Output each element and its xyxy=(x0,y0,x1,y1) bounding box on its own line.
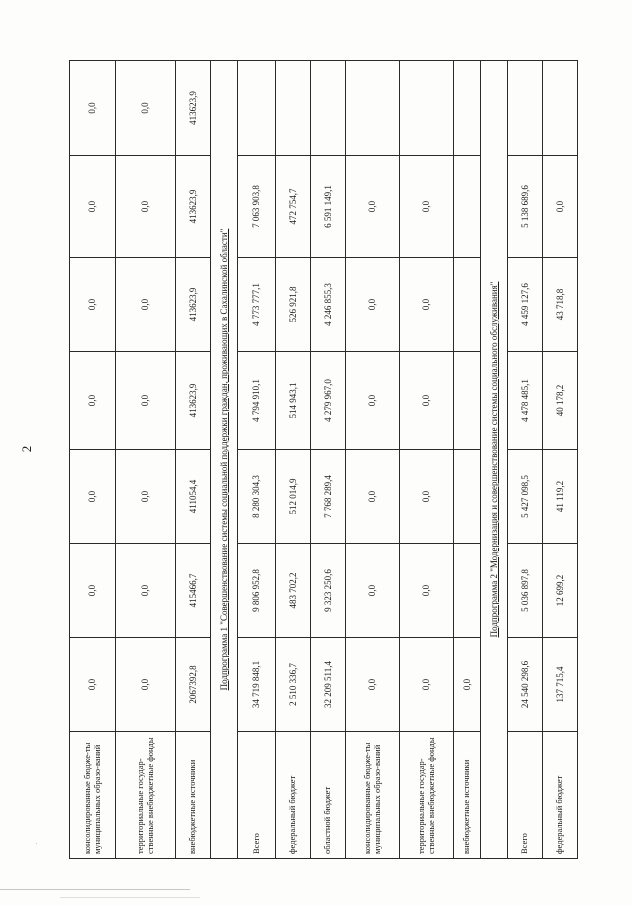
value-cell: 4 478 485,1 xyxy=(508,352,543,450)
value-cell xyxy=(276,61,311,156)
table-row xyxy=(454,61,481,859)
value-cell: 7 768 289,4 xyxy=(311,450,346,544)
value-cell xyxy=(400,61,454,156)
value-cell xyxy=(238,61,276,156)
value-cell: 5 138 689,6 xyxy=(508,156,543,258)
page-number: 2 xyxy=(19,445,34,453)
table-row xyxy=(346,61,400,859)
value-cell: 512 014,9 xyxy=(276,450,311,544)
funding-source-label: территориальные государ-ственные внебюджетные фонды xyxy=(116,732,176,859)
value-cell: 137 715,4 xyxy=(543,638,578,732)
value-cell: 0,0 xyxy=(346,258,400,352)
value-cell xyxy=(454,258,481,352)
value-cell: 32 209 511,4 xyxy=(311,638,346,732)
value-cell: 0,0 xyxy=(400,450,454,544)
value-cell xyxy=(454,352,481,450)
subprogram-heading-row xyxy=(211,61,238,859)
value-cell: 514 943,1 xyxy=(276,352,311,450)
value-cell: 526 921,8 xyxy=(276,258,311,352)
value-cell: 0,0 xyxy=(116,258,176,352)
scan-artifact xyxy=(0,889,190,890)
value-cell: 0,0 xyxy=(346,352,400,450)
table-row xyxy=(276,61,311,859)
value-cell: 413623,9 xyxy=(176,258,211,352)
value-cell: 2067392,8 xyxy=(176,638,211,732)
funding-source-label: консолидированные бюдже-ты муниципальных образо-ваний xyxy=(70,732,116,859)
funding-source-label: внебюджетные источники xyxy=(454,732,481,859)
value-cell xyxy=(346,61,400,156)
value-cell: 0,0 xyxy=(70,352,116,450)
funding-source-label: консолидированные бюдже-ты муниципальных образо-ваний xyxy=(346,732,400,859)
budget-table xyxy=(69,60,578,859)
funding-source-label: Всего xyxy=(238,732,276,859)
funding-source-label: внебюджетные источники xyxy=(176,732,211,859)
value-cell: 0,0 xyxy=(400,638,454,732)
value-cell: 483 702,2 xyxy=(276,544,311,638)
value-cell: 413623,9 xyxy=(176,61,211,156)
value-cell: 0,0 xyxy=(116,156,176,258)
value-cell: 0,0 xyxy=(70,638,116,732)
value-cell: 24 540 298,6 xyxy=(508,638,543,732)
value-cell: 413623,9 xyxy=(176,156,211,258)
value-cell: 0,0 xyxy=(346,638,400,732)
table-row xyxy=(176,61,211,859)
value-cell: 0,0 xyxy=(116,638,176,732)
subprogram-heading-row xyxy=(481,61,508,859)
value-cell: 0,0 xyxy=(543,156,578,258)
value-cell: 12 699,2 xyxy=(543,544,578,638)
value-cell xyxy=(454,544,481,638)
value-cell: 4 279 967,0 xyxy=(311,352,346,450)
value-cell: 4 459 127,6 xyxy=(508,258,543,352)
value-cell: 0,0 xyxy=(116,544,176,638)
table-row xyxy=(543,61,578,859)
value-cell: 0,0 xyxy=(454,638,481,732)
value-cell: 0,0 xyxy=(346,156,400,258)
value-cell: 0,0 xyxy=(116,61,176,156)
value-cell: 411054,4 xyxy=(176,450,211,544)
value-cell: 0,0 xyxy=(70,61,116,156)
table-row xyxy=(116,61,176,859)
funding-source-label: Всего xyxy=(508,732,543,859)
value-cell xyxy=(311,61,346,156)
value-cell: 0,0 xyxy=(400,352,454,450)
value-cell: 0,0 xyxy=(70,544,116,638)
value-cell: 2 510 336,7 xyxy=(276,638,311,732)
value-cell: 5 427 098,5 xyxy=(508,450,543,544)
value-cell: 0,0 xyxy=(400,258,454,352)
value-cell xyxy=(454,450,481,544)
value-cell: 0,0 xyxy=(70,450,116,544)
table-row xyxy=(70,61,116,859)
scan-artifact xyxy=(36,843,37,844)
value-cell: 6 591 149,1 xyxy=(311,156,346,258)
value-cell: 7 063 903,8 xyxy=(238,156,276,258)
value-cell: 0,0 xyxy=(116,450,176,544)
rotated-page-content xyxy=(69,61,565,859)
value-cell xyxy=(454,156,481,258)
value-cell: 4 794 910,1 xyxy=(238,352,276,450)
value-cell: 0,0 xyxy=(346,450,400,544)
value-cell: 8 280 304,3 xyxy=(238,450,276,544)
value-cell: 4 246 855,3 xyxy=(311,258,346,352)
value-cell: 0,0 xyxy=(400,156,454,258)
value-cell xyxy=(543,61,578,156)
value-cell xyxy=(508,61,543,156)
value-cell: 41 119,2 xyxy=(543,450,578,544)
table-row xyxy=(238,61,276,859)
value-cell: 4 773 777,1 xyxy=(238,258,276,352)
value-cell: 415466,7 xyxy=(176,544,211,638)
funding-source-label: территориальные государ-ственные внебюджетные фонды xyxy=(400,732,454,859)
value-cell: 9 323 250,6 xyxy=(311,544,346,638)
value-cell: 413623,9 xyxy=(176,352,211,450)
subprogram-title: Подпрограмма 1 "Совершенствование системы социальной поддержки граждан, проживающих в Сахалинской области" xyxy=(211,61,238,859)
value-cell: 0,0 xyxy=(70,156,116,258)
value-cell: 0,0 xyxy=(70,258,116,352)
funding-source-label: областной бюджет xyxy=(311,732,346,859)
funding-source-label: федеральный бюджет xyxy=(276,732,311,859)
value-cell: 34 719 848,1 xyxy=(238,638,276,732)
value-cell: 472 754,7 xyxy=(276,156,311,258)
value-cell: 0,0 xyxy=(346,544,400,638)
table-row xyxy=(400,61,454,859)
scan-artifact xyxy=(60,897,200,898)
table-row xyxy=(311,61,346,859)
value-cell: 0,0 xyxy=(400,544,454,638)
table-row xyxy=(508,61,543,859)
value-cell: 0,0 xyxy=(116,352,176,450)
subprogram-title: Подпрограмма 2 "Модернизация и совершенствование системы социального обслуживания" xyxy=(481,61,508,859)
funding-source-label: федеральный бюджет xyxy=(543,732,578,859)
value-cell: 5 036 897,8 xyxy=(508,544,543,638)
value-cell: 43 718,8 xyxy=(543,258,578,352)
value-cell: 9 806 952,8 xyxy=(238,544,276,638)
value-cell xyxy=(454,61,481,156)
value-cell: 40 178,2 xyxy=(543,352,578,450)
